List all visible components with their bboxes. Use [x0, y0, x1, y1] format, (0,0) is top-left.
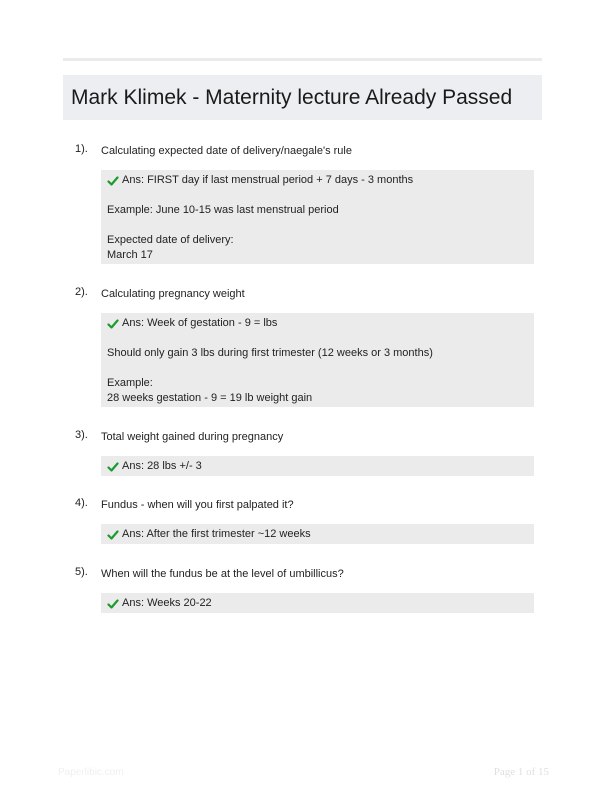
checkmark-icon: [107, 175, 119, 187]
question-item-5: [63, 566, 542, 609]
question-number: 5).: [75, 566, 88, 578]
answer-box: [101, 313, 534, 407]
page-indicator: Page 1 of 15: [493, 766, 549, 778]
answer-detail: Expected date of delivery:: [107, 234, 234, 246]
answer-detail: Should only gain 3 lbs during first trimester (12 weeks or 3 months): [107, 347, 433, 359]
question-item-3: [63, 429, 542, 472]
answer-box: [101, 170, 534, 264]
checkmark-icon: [107, 318, 119, 330]
question-number: 3).: [75, 429, 88, 441]
question-text: Calculating pregnancy weight: [101, 288, 245, 300]
question-number: 4).: [75, 497, 88, 509]
answer-text: Ans: Week of gestation - 9 = lbs: [122, 317, 278, 329]
document-title: Mark Klimek - Maternity lecture Already Passed: [71, 85, 513, 109]
title-banner: [63, 75, 542, 120]
question-item-2: [63, 286, 542, 404]
answer-detail: March 17: [107, 249, 153, 261]
checkmark-icon: [107, 598, 119, 610]
question-number: 2).: [75, 286, 88, 298]
question-number: 1).: [75, 143, 88, 155]
question-item-4: [63, 497, 542, 540]
answer-detail: Example:: [107, 377, 153, 389]
question-text: When will the fundus be at the level of umbillicus?: [101, 568, 344, 580]
top-divider: [63, 58, 542, 61]
answer-text: Ans: 28 lbs +/- 3: [122, 460, 202, 472]
answer-box: [101, 456, 534, 476]
question-text: Total weight gained during pregnancy: [101, 431, 284, 443]
answer-detail: Example: June 10-15 was last menstrual period: [107, 204, 339, 216]
answer-text: Ans: After the first trimester ~12 weeks: [122, 528, 311, 540]
checkmark-icon: [107, 461, 119, 473]
answer-text: Ans: FIRST day if last menstrual period + 7 days - 3 months: [122, 174, 414, 186]
answer-box: [101, 524, 534, 544]
watermark: Paperlibic.com: [58, 767, 124, 778]
checkmark-icon: [107, 529, 119, 541]
question-item-1: [63, 143, 542, 261]
question-text: Calculating expected date of delivery/naegale's rule: [101, 145, 352, 157]
answer-text: Ans: Weeks 20-22: [122, 597, 212, 609]
question-text: Fundus - when will you first palpated it?: [101, 499, 294, 511]
answer-detail: 28 weeks gestation - 9 = 19 lb weight gain: [107, 392, 313, 404]
answer-box: [101, 593, 534, 613]
